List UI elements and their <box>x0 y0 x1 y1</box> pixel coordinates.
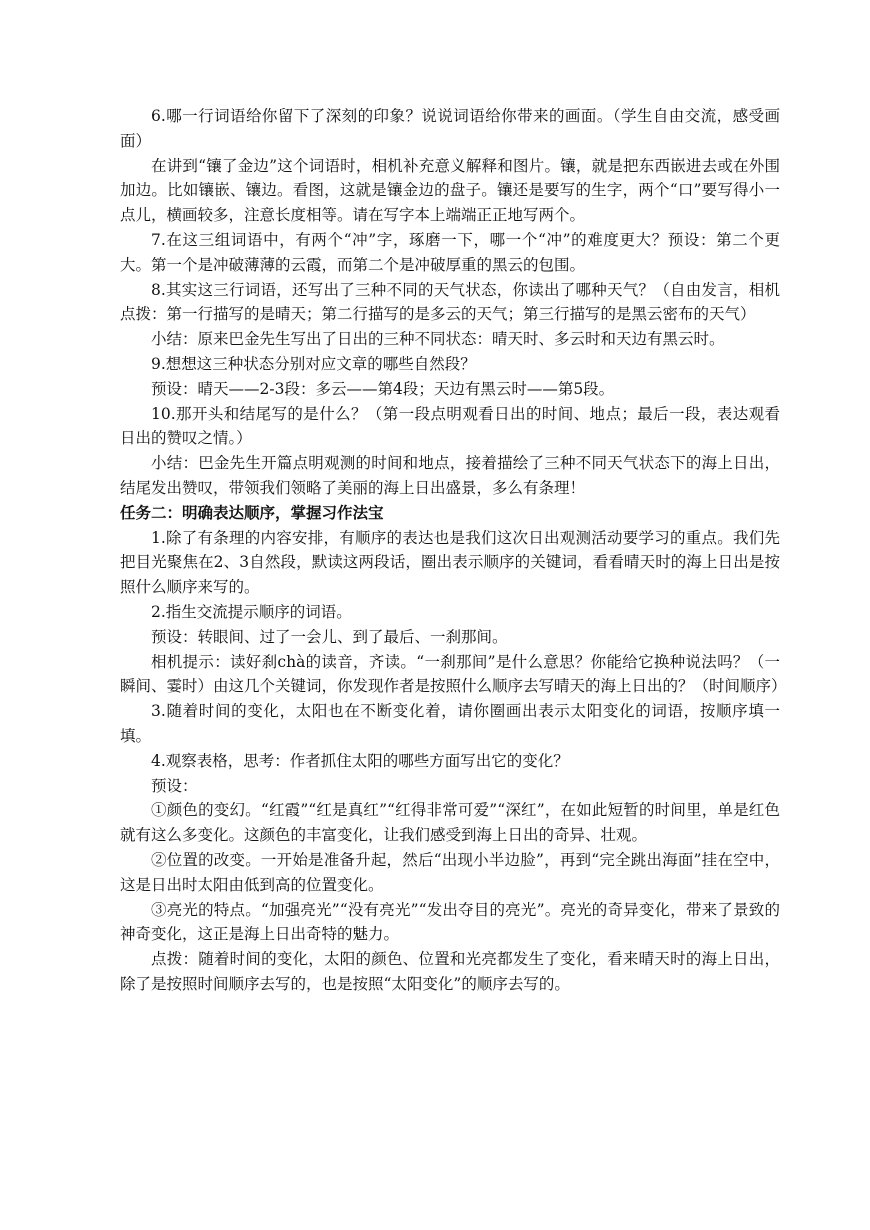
paragraph: 2.指生交流提示顺序的词语。 <box>151 602 352 621</box>
paragraph: 4.观察表格，思考：作者抓住太阳的哪些方面写出它的变化？ <box>151 751 569 770</box>
paragraph: 小结：原来巴金先生写出了日出的三种不同状态：晴天时、多云时和天边有黑云时。 <box>151 330 725 349</box>
paragraph: 8.其实这三行词语，还写出了三种不同的天气状态，你读出了哪种天气？（自由发言，相机点拨：第一行描写的是晴天；第二行描写的是多云的天气；第三行描写的是黑云密布的天气） <box>120 280 780 324</box>
paragraph: 预设：转眼间、过了一会儿、到了最后、一刹那间。 <box>151 627 508 646</box>
paragraph: ①颜色的变幻。“红霞”“红是真红”“红得非常可爱”“深红”，在如此短暂的时间里，单是红色就有这么多变化。这颜色的丰富变化，让我们感受到海上日出的奇异、壮观。 <box>120 801 780 845</box>
paragraph: 预设： <box>151 776 198 795</box>
paragraph: 1.除了有条理的内容安排，有顺序的表达也是我们这次日出观测活动要学习的重点。我们先把目光聚焦在2、3自然段，默读这两段话，圈出表示顺序的关键词，看看晴天时的海上日出是按照什么顺序来写的。 <box>120 528 780 597</box>
section-heading: 任务二：明确表达顺序，掌握习作法宝 <box>120 503 384 522</box>
paragraph: 10.那开头和结尾写的是什么？（第一段点明观看日出的时间、地点；最后一段，表达观看日出的赞叹之情。） <box>120 404 780 448</box>
paragraph: 9.想想这三种状态分别对应文章的哪些自然段？ <box>151 354 476 373</box>
paragraph: 3.随着时间的变化，太阳也在不断变化着，请你圈画出表示太阳变化的词语，按顺序填一填。 <box>120 702 780 745</box>
paragraph: 在讲到“镶了金边”这个词语时，相机补充意义解释和图片。镶，就是把东西嵌进去或在外围加边。比如镶嵌、镶边。看图，这就是镶金边的盘子。镶还是要写的生字，两个“口”要写得小一点儿，横画较多，注意长度相等。请在写字本上端端正正地写两个。 <box>120 156 780 225</box>
paragraph: 相机提示：读好刹chà的读音，齐读。“一刹那间”是什么意思？你能给它换种说法吗？（一瞬间、霎时）由这几个关键词，你发现作者是按照什么顺序去写晴天的海上日出的？（时间顺序） <box>120 652 787 696</box>
paragraph: ②位置的改变。一开始是准备升起，然后“出现小半边脸”，再到“完全跳出海面”挂在空中，这是日出时太阳由低到高的位置变化。 <box>120 850 780 894</box>
paragraph: 小结：巴金先生开篇点明观测的时间和地点，接着描绘了三种不同天气状态下的海上日出，结尾发出赞叹，带领我们领略了美丽的海上日出盛景，多么有条理！ <box>120 454 780 497</box>
paragraph: 6.哪一行词语给你留下了深刻的印象？说说词语给你带来的画面。（学生自由交流，感受画面） <box>120 107 780 150</box>
document-page <box>120 104 787 997</box>
paragraph: 点拨：随着时间的变化，太阳的颜色、位置和光亮都发生了变化，看来晴天时的海上日出，除了是按照时间顺序去写的，也是按照“太阳变化”的顺序去写的。 <box>120 950 780 993</box>
paragraph: ③亮光的特点。“加强亮光”“没有亮光”“发出夺目的亮光”。亮光的奇异变化，带来了景致的神奇变化，这正是海上日出奇特的魅力。 <box>120 900 780 944</box>
paragraph: 7.在这三组词语中，有两个“冲”字，琢磨一下，哪一个“冲”的难度更大？预设：第二个更大。第一个是冲破薄薄的云霞，而第二个是冲破厚重的黑云的包围。 <box>120 230 780 274</box>
paragraph: 预设：晴天——2-3段：多云——第4段；天边有黑云时——第5段。 <box>151 379 615 398</box>
